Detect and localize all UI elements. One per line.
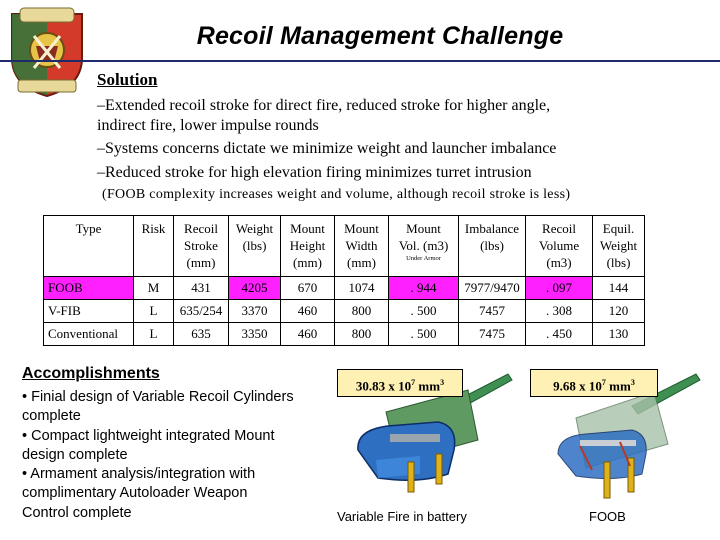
solution-line-2: indirect fire, lower impulse rounds bbox=[97, 117, 319, 134]
page-title: Recoil Management Challenge bbox=[196, 22, 564, 50]
table-cell: 800 bbox=[335, 323, 389, 346]
table-cell: . 500 bbox=[389, 300, 459, 323]
header-type: Type bbox=[44, 216, 134, 277]
table-cell: . 097 bbox=[526, 277, 593, 300]
table-cell: V-FIB bbox=[44, 300, 134, 323]
table-cell: . 450 bbox=[526, 323, 593, 346]
table-cell: L bbox=[134, 300, 174, 323]
solution-heading: Solution bbox=[97, 70, 158, 89]
table-cell: 3370 bbox=[229, 300, 281, 323]
table-cell: 7457 bbox=[459, 300, 526, 323]
table-cell: 800 bbox=[335, 300, 389, 323]
table-cell: Conventional bbox=[44, 323, 134, 346]
accomplishment-item: • Finial design of Variable Recoil Cylinders complete • Compact lightweight integrated Mount design complete • Armament analysis/integration with complimentary Autoloader Weapon Control complete bbox=[22, 389, 294, 521]
header-recoil-volume: Recoil Volume (m3) bbox=[526, 216, 593, 277]
variable-fire-caption: Variable Fire in battery bbox=[337, 509, 467, 524]
table-cell: 635 bbox=[174, 323, 229, 346]
header-equil-weight: Equil. Weight (lbs) bbox=[593, 216, 645, 277]
header-imbalance: Imbalance (lbs) bbox=[459, 216, 526, 277]
table-row-vfib bbox=[44, 300, 645, 323]
table-cell: 635/254 bbox=[174, 300, 229, 323]
table-cell: 7977/9470 bbox=[459, 277, 526, 300]
table-cell: . 500 bbox=[389, 323, 459, 346]
title-divider bbox=[0, 60, 720, 62]
table-cell: M bbox=[134, 277, 174, 300]
table-cell: 7475 bbox=[459, 323, 526, 346]
table-cell: 4205 bbox=[229, 277, 281, 300]
header-mount-vol: Mount Vol. (m3) Under Armor bbox=[389, 216, 459, 277]
table-cell: 1074 bbox=[335, 277, 389, 300]
header-weight: Weight (lbs) bbox=[229, 216, 281, 277]
mount-vol-note: Under Armor bbox=[406, 255, 441, 262]
table-cell: 431 bbox=[174, 277, 229, 300]
comparison-table bbox=[43, 215, 645, 346]
table-header-row bbox=[44, 216, 645, 277]
solution-line-4: –Reduced stroke for high elevation firing minimizes turret intrusion bbox=[97, 164, 532, 181]
table-cell: 120 bbox=[593, 300, 645, 323]
foob-caption: FOOB bbox=[589, 509, 626, 524]
header-mount-height: Mount Height (mm) bbox=[281, 216, 335, 277]
table-cell: 460 bbox=[281, 300, 335, 323]
header-mount-width: Mount Width (mm) bbox=[335, 216, 389, 277]
accomplishments-heading: Accomplishments bbox=[22, 365, 160, 382]
solution-line-3: –Systems concerns dictate we minimize weight and launcher imbalance bbox=[97, 140, 557, 157]
variable-fire-volume-label: 30.83 x $10^7$ $mm^3$ bbox=[337, 369, 463, 397]
foob-complexity-note: (FOOB complexity increases weight and volume, although recoil stroke is less) bbox=[102, 187, 571, 202]
table-cell: . 944 bbox=[389, 277, 459, 300]
header-recoil-stroke: Recoil Stroke (mm) bbox=[174, 216, 229, 277]
table-cell: 144 bbox=[593, 277, 645, 300]
table-cell: 670 bbox=[281, 277, 335, 300]
army-crest-logo-icon bbox=[6, 6, 88, 98]
table-row-conventional bbox=[44, 323, 645, 346]
table-cell: 3350 bbox=[229, 323, 281, 346]
foob-volume-label: 9.68 x $10^7$ $mm^3$ bbox=[530, 369, 658, 397]
table-cell: 130 bbox=[593, 323, 645, 346]
table-cell: . 308 bbox=[526, 300, 593, 323]
table-cell: FOOB bbox=[44, 277, 134, 300]
solution-line-1: –Extended recoil stroke for direct fire, reduced stroke for higher angle, bbox=[97, 97, 551, 114]
table-cell: 460 bbox=[281, 323, 335, 346]
table-row-foob bbox=[44, 277, 645, 300]
header-risk: Risk bbox=[134, 216, 174, 277]
table-cell: L bbox=[134, 323, 174, 346]
